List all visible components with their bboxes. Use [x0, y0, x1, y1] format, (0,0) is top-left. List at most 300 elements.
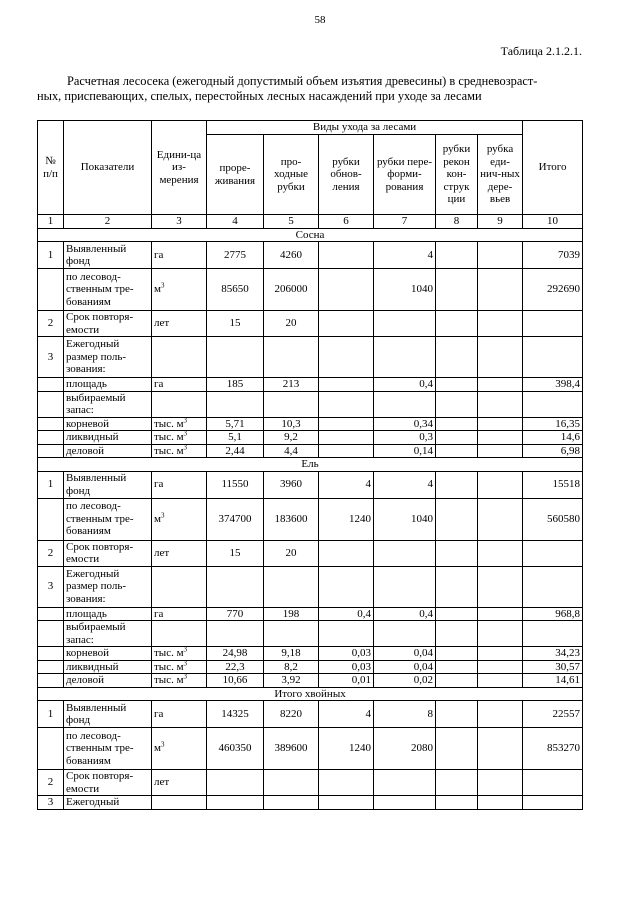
value-c5: 9,18 — [264, 647, 319, 661]
value-c5: 198 — [264, 607, 319, 621]
unit-cell — [152, 728, 207, 770]
value-c9 — [478, 566, 523, 607]
row-label: по лесовод-ственным тре-бованиям — [64, 728, 152, 770]
col-number: 9 — [478, 215, 523, 229]
value-c8 — [436, 701, 478, 728]
unit-cell — [152, 417, 207, 431]
unit-superscript: 3 — [183, 442, 188, 451]
value-c4: 85650 — [207, 269, 264, 311]
value-c5: 389600 — [264, 728, 319, 770]
header-c7: рубки пере-форми-рования — [374, 135, 436, 215]
row-number — [38, 417, 64, 431]
row-number — [38, 728, 64, 770]
value-c7: 2080 — [374, 728, 436, 770]
forest-cut-table — [37, 120, 583, 810]
value-c4 — [207, 770, 264, 796]
value-total: 560580 — [523, 498, 583, 540]
table-row — [38, 621, 583, 647]
value-c9 — [478, 417, 523, 431]
value-c7: 0,04 — [374, 647, 436, 661]
row-label: по лесовод-ственным тре-бованиям — [64, 498, 152, 540]
unit-cell — [152, 391, 207, 417]
row-label: Выявленный фонд — [64, 701, 152, 728]
value-c9 — [478, 728, 523, 770]
unit-cell — [152, 471, 207, 498]
unit-text: га — [154, 478, 164, 491]
value-c6 — [319, 391, 374, 417]
caption-line-2: ных, приспевающих, спелых, перестойных лесных насаждений при уходе за лесами — [37, 88, 482, 103]
unit-superscript: 3 — [160, 281, 165, 290]
col-number: 4 — [207, 215, 264, 229]
value-c5: 3960 — [264, 471, 319, 498]
value-c6: 0,01 — [319, 674, 374, 688]
value-c6: 1240 — [319, 498, 374, 540]
table-row — [38, 269, 583, 311]
value-c4: 185 — [207, 378, 264, 392]
unit-cell — [152, 431, 207, 445]
value-c5 — [264, 337, 319, 378]
table-row — [38, 660, 583, 674]
unit-superscript: 3 — [160, 511, 165, 520]
table-row — [38, 471, 583, 498]
value-c8 — [436, 269, 478, 311]
value-c6 — [319, 566, 374, 607]
value-total: 398,4 — [523, 378, 583, 392]
value-c8 — [436, 337, 478, 378]
value-c4: 2,44 — [207, 444, 264, 458]
unit-cell — [152, 796, 207, 810]
table-row — [38, 674, 583, 688]
value-c8 — [436, 471, 478, 498]
value-c9 — [478, 660, 523, 674]
value-c7: 4 — [374, 242, 436, 269]
row-label: Срок повторя-емости — [64, 540, 152, 566]
unit-superscript: 3 — [183, 658, 188, 667]
unit-text: м — [154, 742, 161, 755]
value-c7: 0,04 — [374, 660, 436, 674]
value-total — [523, 540, 583, 566]
value-c6 — [319, 417, 374, 431]
table-row — [38, 701, 583, 728]
value-total: 14,6 — [523, 431, 583, 445]
value-c9 — [478, 498, 523, 540]
header-num: № п/п — [38, 121, 64, 215]
row-number — [38, 498, 64, 540]
value-c8 — [436, 378, 478, 392]
value-c7: 1040 — [374, 498, 436, 540]
unit-text: лет — [154, 546, 170, 559]
value-c8 — [436, 540, 478, 566]
value-c7: 1040 — [374, 269, 436, 311]
row-label: площадь — [64, 607, 152, 621]
unit-text: тыс. м — [154, 431, 184, 443]
unit-text: га — [154, 707, 164, 720]
unit-cell — [152, 607, 207, 621]
value-c7: 0,4 — [374, 607, 436, 621]
value-c8 — [436, 417, 478, 431]
value-total — [523, 770, 583, 796]
value-c8 — [436, 660, 478, 674]
col-number: 6 — [319, 215, 374, 229]
value-c4: 10,66 — [207, 674, 264, 688]
unit-text: тыс. м — [154, 417, 184, 430]
unit-superscript: 3 — [183, 672, 188, 681]
row-number — [38, 621, 64, 647]
table-row — [38, 417, 583, 431]
value-c8 — [436, 728, 478, 770]
value-c9 — [478, 269, 523, 311]
value-c7: 8 — [374, 701, 436, 728]
value-c6 — [319, 269, 374, 311]
row-label: Выявленный фонд — [64, 471, 152, 498]
unit-superscript: 3 — [160, 740, 165, 749]
value-c7 — [374, 391, 436, 417]
unit-cell — [152, 378, 207, 392]
value-c5: 4,4 — [264, 444, 319, 458]
row-label: ликвидный — [64, 431, 152, 445]
table-row — [38, 540, 583, 566]
row-number: 1 — [38, 242, 64, 269]
value-c4: 5,71 — [207, 417, 264, 431]
row-number: 3 — [38, 566, 64, 607]
value-c8 — [436, 391, 478, 417]
unit-text: тыс. м — [154, 674, 184, 686]
section-title: Сосна — [38, 228, 583, 242]
row-label: Ежегодный размер поль-зования: — [64, 566, 152, 607]
row-label: корневой — [64, 647, 152, 661]
value-c4: 15 — [207, 540, 264, 566]
header-unit: Едини-ца из-мерения — [152, 121, 207, 215]
value-c7: 0,14 — [374, 444, 436, 458]
table-row — [38, 444, 583, 458]
value-c4: 460350 — [207, 728, 264, 770]
unit-text: га — [154, 607, 164, 620]
value-c5 — [264, 770, 319, 796]
value-c7: 0,4 — [374, 378, 436, 392]
value-c7 — [374, 770, 436, 796]
value-c8 — [436, 311, 478, 337]
unit-cell — [152, 674, 207, 688]
value-c9 — [478, 378, 523, 392]
caption-line-1: Расчетная лесосека (ежегодный допустимый объем изъятия древесины) в средневозраст- — [67, 74, 538, 88]
section-row — [38, 228, 583, 242]
table-row — [38, 770, 583, 796]
table-row — [38, 566, 583, 607]
table-caption — [37, 74, 597, 103]
unit-text: лет — [154, 317, 170, 330]
value-c9 — [478, 647, 523, 661]
row-label: Срок повторя-емости — [64, 311, 152, 337]
value-c6: 4 — [319, 701, 374, 728]
value-c7: 0,3 — [374, 431, 436, 445]
unit-cell — [152, 660, 207, 674]
unit-text: га — [154, 248, 164, 261]
value-c4: 24,98 — [207, 647, 264, 661]
value-c6: 4 — [319, 471, 374, 498]
value-c9 — [478, 337, 523, 378]
value-total: 968,8 — [523, 607, 583, 621]
table-row — [38, 242, 583, 269]
unit-text: м — [154, 512, 161, 525]
value-c6: 0,03 — [319, 647, 374, 661]
unit-cell — [152, 242, 207, 269]
header-group: Виды ухода за лесами — [207, 121, 523, 135]
value-c4: 14325 — [207, 701, 264, 728]
value-c7 — [374, 337, 436, 378]
unit-cell — [152, 498, 207, 540]
unit-cell — [152, 621, 207, 647]
header-row — [38, 121, 583, 135]
section-row — [38, 458, 583, 472]
value-c9 — [478, 621, 523, 647]
value-c9 — [478, 391, 523, 417]
row-label: Выявленный фонд — [64, 242, 152, 269]
value-c7 — [374, 621, 436, 647]
row-label: Ежегодный размер поль-зования: — [64, 337, 152, 378]
value-c5: 183600 — [264, 498, 319, 540]
value-c5: 8220 — [264, 701, 319, 728]
value-c6 — [319, 540, 374, 566]
value-c6: 1240 — [319, 728, 374, 770]
value-total: 22557 — [523, 701, 583, 728]
row-number: 2 — [38, 540, 64, 566]
value-c8 — [436, 770, 478, 796]
value-c5: 206000 — [264, 269, 319, 311]
value-c5: 9,2 — [264, 431, 319, 445]
value-c8 — [436, 431, 478, 445]
value-c6 — [319, 431, 374, 445]
row-number: 1 — [38, 471, 64, 498]
value-c4: 770 — [207, 607, 264, 621]
unit-superscript: 3 — [183, 645, 188, 654]
value-total — [523, 337, 583, 378]
row-number — [38, 269, 64, 311]
row-number — [38, 647, 64, 661]
page-number: 58 — [314, 14, 326, 26]
table-row — [38, 647, 583, 661]
value-c6: 0,4 — [319, 607, 374, 621]
table-row — [38, 391, 583, 417]
value-total: 34,23 — [523, 647, 583, 661]
table-row — [38, 378, 583, 392]
unit-cell — [152, 337, 207, 378]
row-number — [38, 391, 64, 417]
value-c9 — [478, 431, 523, 445]
value-c9 — [478, 770, 523, 796]
unit-text: тыс. м — [154, 647, 184, 659]
value-c4: 22,3 — [207, 660, 264, 674]
value-c9 — [478, 311, 523, 337]
row-number: 3 — [38, 796, 64, 810]
value-c6 — [319, 378, 374, 392]
row-number: 3 — [38, 337, 64, 378]
row-number — [38, 431, 64, 445]
value-c6: 0,03 — [319, 660, 374, 674]
col-number: 2 — [64, 215, 152, 229]
header-indicators: Показатели — [64, 121, 152, 215]
value-c8 — [436, 621, 478, 647]
value-c4 — [207, 337, 264, 378]
value-c5: 20 — [264, 311, 319, 337]
table-row — [38, 337, 583, 378]
value-c9 — [478, 242, 523, 269]
unit-cell — [152, 701, 207, 728]
value-total — [523, 621, 583, 647]
unit-cell — [152, 566, 207, 607]
unit-text: м — [154, 283, 161, 296]
row-label: корневой — [64, 417, 152, 431]
row-label: деловой — [64, 674, 152, 688]
value-c9 — [478, 796, 523, 810]
unit-cell — [152, 444, 207, 458]
value-c9 — [478, 540, 523, 566]
value-c5 — [264, 796, 319, 810]
value-c4: 15 — [207, 311, 264, 337]
section-title: Ель — [38, 458, 583, 472]
value-total — [523, 311, 583, 337]
header-total: Итого — [523, 121, 583, 215]
value-c7: 0,02 — [374, 674, 436, 688]
value-c6 — [319, 444, 374, 458]
value-total — [523, 796, 583, 810]
table-row — [38, 728, 583, 770]
unit-cell — [152, 647, 207, 661]
row-number — [38, 607, 64, 621]
unit-cell — [152, 269, 207, 311]
row-number — [38, 444, 64, 458]
row-label: площадь — [64, 378, 152, 392]
unit-text: лет — [154, 776, 170, 789]
header-c5: про-ходные рубки — [264, 135, 319, 215]
row-number: 2 — [38, 311, 64, 337]
value-c7: 4 — [374, 471, 436, 498]
row-number — [38, 660, 64, 674]
row-label: выбираемый запас: — [64, 391, 152, 417]
value-c7 — [374, 540, 436, 566]
value-c7 — [374, 311, 436, 337]
row-label: Срок повторя-емости — [64, 770, 152, 796]
section-row — [38, 687, 583, 701]
value-c5: 8,2 — [264, 660, 319, 674]
value-c8 — [436, 566, 478, 607]
row-number: 1 — [38, 701, 64, 728]
row-label: деловой — [64, 444, 152, 458]
unit-superscript: 3 — [183, 429, 188, 438]
value-c7 — [374, 796, 436, 810]
row-label: ликвидный — [64, 660, 152, 674]
value-c4 — [207, 391, 264, 417]
row-number — [38, 378, 64, 392]
value-c5: 213 — [264, 378, 319, 392]
table-row — [38, 431, 583, 445]
row-number: 2 — [38, 770, 64, 796]
value-total: 16,35 — [523, 417, 583, 431]
value-c5: 10,3 — [264, 417, 319, 431]
value-c4 — [207, 621, 264, 647]
value-c6 — [319, 796, 374, 810]
value-c5 — [264, 566, 319, 607]
col-number: 3 — [152, 215, 207, 229]
col-number: 5 — [264, 215, 319, 229]
value-c6 — [319, 242, 374, 269]
value-c8 — [436, 674, 478, 688]
value-c8 — [436, 498, 478, 540]
value-total: 7039 — [523, 242, 583, 269]
row-label: выбираемый запас: — [64, 621, 152, 647]
header-c9: рубка еди-нич-ных дере-вьев — [478, 135, 523, 215]
value-total — [523, 391, 583, 417]
value-c4: 5,1 — [207, 431, 264, 445]
value-c9 — [478, 701, 523, 728]
unit-text: тыс. м — [154, 660, 184, 673]
row-number — [38, 674, 64, 688]
table-row — [38, 311, 583, 337]
value-c5: 20 — [264, 540, 319, 566]
value-c8 — [436, 607, 478, 621]
value-c8 — [436, 242, 478, 269]
value-c5 — [264, 391, 319, 417]
value-c8 — [436, 796, 478, 810]
column-number-row — [38, 215, 583, 229]
col-number: 8 — [436, 215, 478, 229]
unit-text: тыс. м — [154, 444, 184, 457]
value-c4: 2775 — [207, 242, 264, 269]
table-row — [38, 498, 583, 540]
col-number: 7 — [374, 215, 436, 229]
value-c8 — [436, 444, 478, 458]
col-number: 1 — [38, 215, 64, 229]
value-total: 853270 — [523, 728, 583, 770]
value-c6 — [319, 770, 374, 796]
value-c9 — [478, 607, 523, 621]
value-c4 — [207, 796, 264, 810]
value-c5: 4260 — [264, 242, 319, 269]
value-total: 30,57 — [523, 660, 583, 674]
value-c7 — [374, 566, 436, 607]
table-row — [38, 796, 583, 810]
value-total: 292690 — [523, 269, 583, 311]
value-c7: 0,34 — [374, 417, 436, 431]
unit-cell — [152, 540, 207, 566]
unit-cell — [152, 311, 207, 337]
unit-cell — [152, 770, 207, 796]
unit-text: га — [154, 378, 164, 390]
header-c6: рубки обнов-ления — [319, 135, 374, 215]
value-total: 14,61 — [523, 674, 583, 688]
value-c6 — [319, 337, 374, 378]
col-number: 10 — [523, 215, 583, 229]
value-c4: 11550 — [207, 471, 264, 498]
value-c6 — [319, 311, 374, 337]
table-label: Таблица 2.1.2.1. — [500, 44, 582, 58]
row-label: Ежегодный — [64, 796, 152, 810]
table-row — [38, 607, 583, 621]
value-c6 — [319, 621, 374, 647]
value-total: 15518 — [523, 471, 583, 498]
row-label: по лесовод-ственным тре-бованиям — [64, 269, 152, 311]
section-title: Итого хвойных — [38, 687, 583, 701]
value-c5: 3,92 — [264, 674, 319, 688]
header-c4: проре-живания — [207, 135, 264, 215]
value-c5 — [264, 621, 319, 647]
value-total — [523, 566, 583, 607]
value-c9 — [478, 674, 523, 688]
value-c4 — [207, 566, 264, 607]
value-c9 — [478, 471, 523, 498]
value-c4: 374700 — [207, 498, 264, 540]
value-c9 — [478, 444, 523, 458]
header-c8: рубки рекон кон-струк ции — [436, 135, 478, 215]
